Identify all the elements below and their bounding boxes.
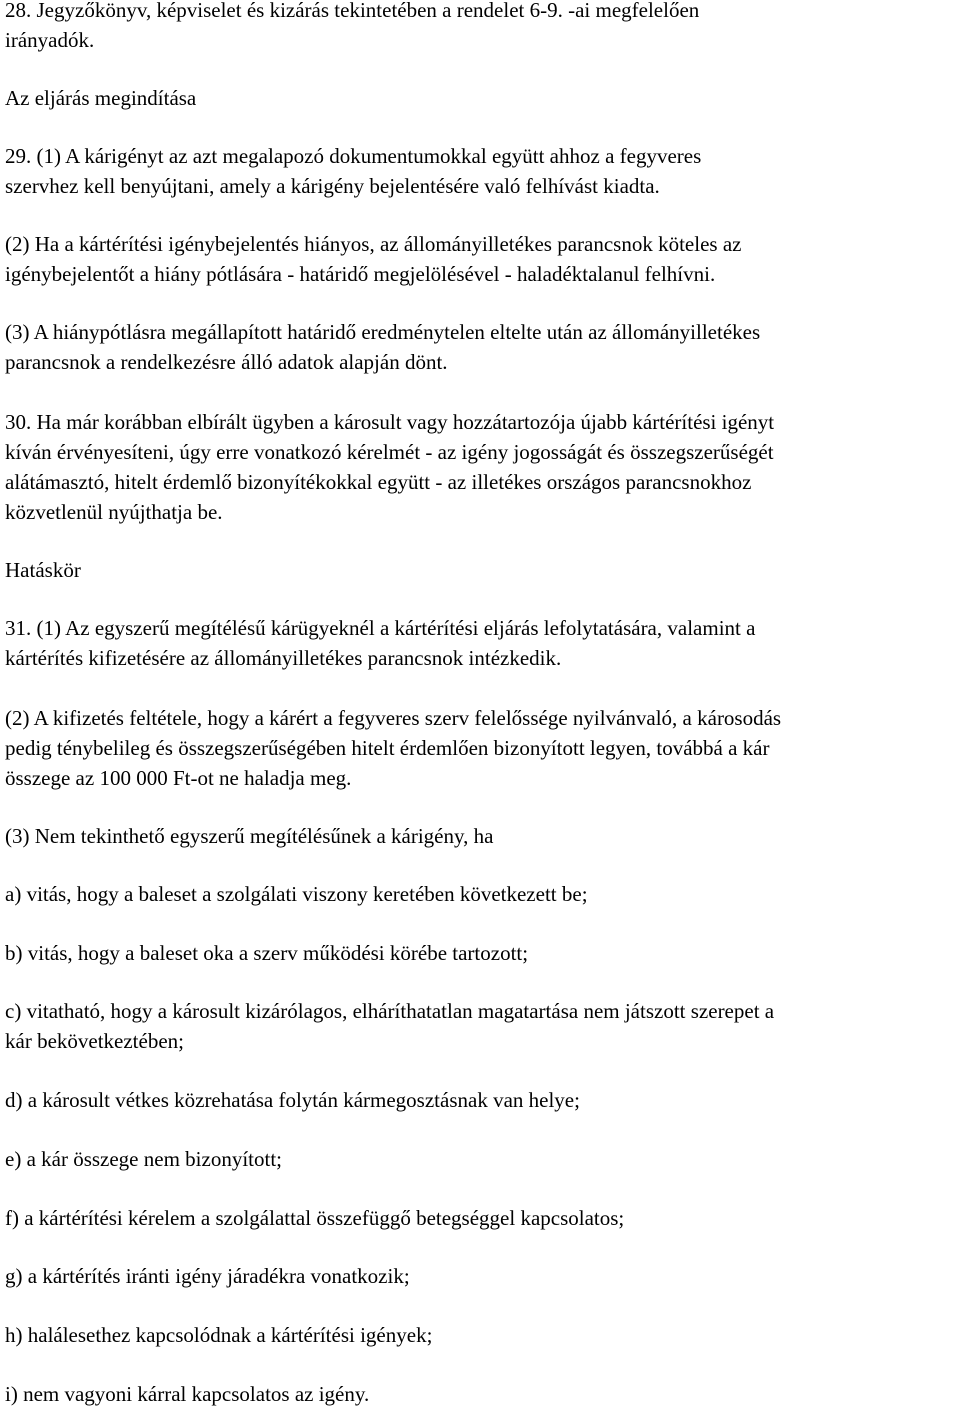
section-heading: Az eljárás megindítása: [5, 86, 197, 110]
list-item: c) vitatható, hogy a károsult kizárólagos, elháríthatatlan magatartása nem játszott szerepet a: [5, 999, 775, 1023]
list-item: h) halálesethez kapcsolódnak a kártérítési igények;: [5, 1323, 433, 1347]
list-item: e) a kár összege nem bizonyított;: [5, 1147, 282, 1171]
text-line: szervhez kell benyújtani, amely a kárigény bejelentésére való felhívást kiadta.: [5, 174, 660, 198]
list-item: kár bekövetkeztében;: [5, 1029, 184, 1053]
text-line: (2) Ha a kártérítési igénybejelentés hiányos, az állományilletékes parancsnok köteles az: [5, 232, 742, 256]
text-line: parancsnok a rendelkezésre álló adatok alapján dönt.: [5, 350, 448, 374]
text-line: kíván érvényesíteni, úgy erre vonatkozó kérelmét - az igény jogosságát és összegszerűségét: [5, 440, 774, 464]
text-line: 29. (1) A kárigényt az azt megalapozó dokumentumokkal együtt ahhoz a fegyveres: [5, 144, 702, 168]
list-item: g) a kártérítés iránti igény járadékra vonatkozik;: [5, 1264, 410, 1288]
text-line: 31. (1) Az egyszerű megítélésű kárügyeknél a kártérítési eljárás lefolytatására, valamint a: [5, 616, 756, 640]
list-item: f) a kártérítési kérelem a szolgálattal összefüggő betegséggel kapcsolatos;: [5, 1206, 625, 1230]
section-heading: Hatáskör: [5, 558, 81, 582]
text-line: (2) A kifizetés feltétele, hogy a kárért a fegyveres szerv felelőssége nyilvánvaló, a károsodás: [5, 706, 782, 730]
text-line: igénybejelentőt a hiány pótlására - határidő megjelölésével - haladéktalanul felhívni.: [5, 262, 716, 286]
text-line: 28. Jegyzőkönyv, képviselet és kizárás tekintetében a rendelet 6-9. -ai megfelelően: [5, 0, 700, 22]
text-line: (3) Nem tekinthető egyszerű megítélésűnek a kárigény, ha: [5, 824, 494, 848]
text-line: összege az 100 000 Ft-ot ne haladja meg.: [5, 766, 352, 790]
list-item: d) a károsult vétkes közrehatása folytán kármegosztásnak van helye;: [5, 1088, 580, 1112]
list-item: a) vitás, hogy a baleset a szolgálati viszony keretében következett be;: [5, 882, 588, 906]
list-item: i) nem vagyoni kárral kapcsolatos az igény.: [5, 1382, 370, 1406]
text-line: pedig ténybelileg és összegszerűségében hitelt érdemlően bizonyított legyen, továbbá a kár: [5, 736, 770, 760]
text-line: közvetlenül nyújthatja be.: [5, 500, 223, 524]
text-line: kártérítés kifizetésére az állományilletékes parancsnok intézkedik.: [5, 646, 562, 670]
text-line: irányadók.: [5, 28, 95, 52]
text-line: 30. Ha már korábban elbírált ügyben a károsult vagy hozzátartozója újabb kártérítési igényt: [5, 410, 775, 434]
list-item: b) vitás, hogy a baleset oka a szerv működési körébe tartozott;: [5, 941, 529, 965]
text-line: (3) A hiánypótlásra megállapított határidő eredménytelen eltelte után az állományilletékes: [5, 320, 761, 344]
text-line: alátámasztó, hitelt érdemlő bizonyítékokkal együtt - az illetékes országos parancsnokhoz: [5, 470, 752, 494]
